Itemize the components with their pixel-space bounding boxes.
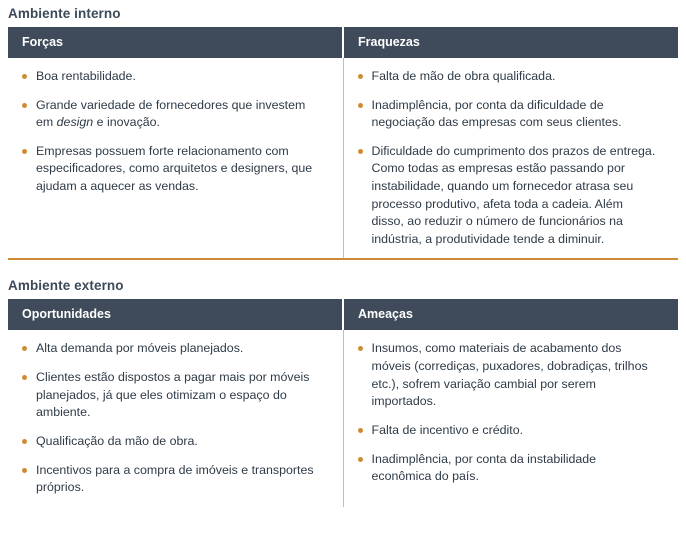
column-header-ameacas: Ameaças <box>343 299 678 330</box>
section-ambiente-externo <box>8 274 678 506</box>
list-item: Clientes estão dispostos a pagar mais por móveis planejados, já que eles otimizam o espaço do ambiente. <box>16 369 327 422</box>
list-fraquezas <box>352 68 663 248</box>
table-body-row-external <box>8 330 678 506</box>
list-item: Insumos, como materiais de acabamento dos móveis (corrediças, puxadores, dobradiças, trilhos etc.), sofrem variação cambial por serem importados. <box>352 340 663 410</box>
list-item: Alta demanda por móveis planejados. <box>16 340 327 358</box>
section-ambiente-interno <box>8 2 678 260</box>
list-item: Inadimplência, por conta da dificuldade de negociação das empresas com seus clientes. <box>352 97 663 132</box>
cell-ameacas <box>343 330 678 506</box>
list-item: Dificuldade do cumprimento dos prazos de entrega. Como todas as empresas estão passando por instabilidade, quando um fornecedor atrasa seu processo produtivo, afeta toda a cadeia. Além disso, ao reduzir o número de funcionários na indústria, a produtividade tende a diminuir. <box>352 143 663 249</box>
column-header-forcas: Forças <box>8 27 343 58</box>
list-item: Falta de mão de obra qualificada. <box>352 68 663 86</box>
column-header-fraquezas: Fraquezas <box>343 27 678 58</box>
swot-table-external <box>8 299 678 506</box>
list-item: Falta de incentivo e crédito. <box>352 422 663 440</box>
section-title-internal: Ambiente interno <box>8 6 121 21</box>
table-header-row-external <box>8 299 678 330</box>
column-header-oportunidades: Oportunidades <box>8 299 343 330</box>
section-title-external: Ambiente externo <box>8 278 124 294</box>
list-forcas <box>16 68 327 196</box>
list-item: Empresas possuem forte relacionamento com especificadores, como arquitetos e designers, que ajudam a aquecer as vendas. <box>16 143 327 196</box>
list-oportunidades <box>16 340 327 496</box>
table-body-row-internal <box>8 58 678 258</box>
cell-oportunidades <box>8 330 343 506</box>
list-ameacas <box>352 340 663 485</box>
list-item: Inadimplência, por conta da instabilidade econômica do país. <box>352 451 663 486</box>
table-header-row-internal <box>8 27 678 58</box>
list-item: Incentivos para a compra de imóveis e transportes próprios. <box>16 462 327 497</box>
list-item: Qualificação da mão de obra. <box>16 433 327 451</box>
section-spacer <box>8 260 678 274</box>
cell-fraquezas <box>343 58 678 258</box>
cell-forcas <box>8 58 343 258</box>
list-item: Grande variedade de fornecedores que investem em design e inovação. <box>16 97 327 132</box>
emphasis-design: design <box>56 115 94 130</box>
swot-table-internal <box>8 27 678 258</box>
list-item: Boa rentabilidade. <box>16 68 327 86</box>
